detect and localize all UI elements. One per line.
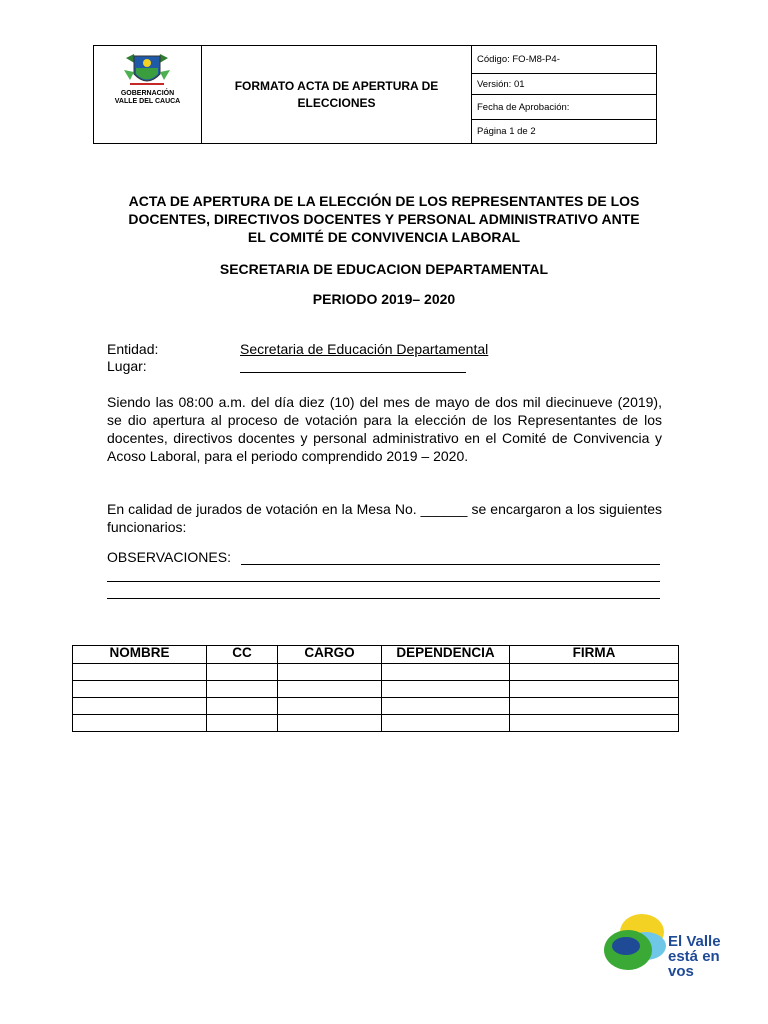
table-cell[interactable] <box>278 681 382 698</box>
observaciones-line-2 <box>107 581 660 582</box>
table-cell[interactable] <box>382 681 510 698</box>
el-valle-logo-icon <box>602 910 670 978</box>
observaciones-label: OBSERVACIONES: <box>107 549 231 565</box>
form-metadata <box>472 46 656 143</box>
table-cell[interactable] <box>510 715 679 732</box>
fecha-field: Fecha de Aprobación: <box>472 95 656 120</box>
table-cell[interactable] <box>278 715 382 732</box>
document-subtitle: SECRETARIA DE EDUCACION DEPARTAMENTAL <box>219 261 549 277</box>
table-cell[interactable] <box>382 698 510 715</box>
logo-caption: GOBERNACIÓN VALLE DEL CAUCA <box>114 90 181 105</box>
lugar-label: Lugar: <box>107 358 147 374</box>
codigo-field: Código: FO-M8-P4- <box>472 46 656 74</box>
table-row <box>73 715 679 732</box>
table-cell[interactable] <box>73 664 207 681</box>
table-cell[interactable] <box>73 698 207 715</box>
col-cargo: CARGO <box>278 646 382 664</box>
table-cell[interactable] <box>382 664 510 681</box>
table-row <box>73 664 679 681</box>
table-cell[interactable] <box>207 715 278 732</box>
col-nombre: NOMBRE <box>73 646 207 664</box>
table-cell[interactable] <box>382 715 510 732</box>
pagina-field: Página 1 de 2 <box>477 126 536 137</box>
col-firma: FIRMA <box>510 646 679 664</box>
table-header-row <box>73 646 679 664</box>
col-cc: CC <box>207 646 278 664</box>
form-title: FORMATO ACTA DE APERTURA DE ELECCIONES <box>202 46 472 143</box>
table-row <box>73 698 679 715</box>
table-row <box>73 681 679 698</box>
crest-icon <box>116 50 178 92</box>
document-title: ACTA DE APERTURA DE LA ELECCIÓN DE LOS REPRESENTANTES DE LOS DOCENTES, DIRECTIVOS DOCENTES Y PERSONAL ADMINISTRATIVO ANTE EL COMITÉ DE CONVIVENCIA LABORAL <box>128 193 640 245</box>
entidad-value: Secretaria de Educación Departamental <box>240 341 489 357</box>
logo-cell <box>94 46 202 143</box>
version-field: Versión: 01 <box>472 74 656 95</box>
table-cell[interactable] <box>510 681 679 698</box>
observaciones-line-3 <box>107 598 660 599</box>
entidad-label: Entidad: <box>107 341 159 357</box>
observaciones-line-1 <box>241 564 660 565</box>
opening-paragraph: Siendo las 08:00 a.m. del día diez (10) del mes de mayo de dos mil diecinueve (2019), se dio apertura al proceso de votación para la elección de los Representantes de los docentes, directivos docentes y personal administrativo en el Comité de Convivencia y Acoso Laboral, para el periodo comprendido 2019 – 2020. <box>107 394 662 464</box>
table-cell[interactable] <box>207 664 278 681</box>
table-cell[interactable] <box>73 715 207 732</box>
table-cell[interactable] <box>510 698 679 715</box>
document-header <box>93 45 657 144</box>
table-cell[interactable] <box>207 698 278 715</box>
table-cell[interactable] <box>278 664 382 681</box>
col-dependencia: DEPENDENCIA <box>382 646 510 664</box>
brand-slogan: El Valle está en vos <box>668 933 721 980</box>
table-cell[interactable] <box>510 664 679 681</box>
table-cell[interactable] <box>278 698 382 715</box>
jurados-table <box>72 645 679 732</box>
jurados-paragraph: En calidad de jurados de votación en la Mesa No. ______ se encargaron a los siguientes funcionarios: <box>107 501 662 535</box>
table-cell[interactable] <box>73 681 207 698</box>
document-period: PERIODO 2019– 2020 <box>312 291 456 307</box>
table-cell[interactable] <box>207 681 278 698</box>
lugar-blank-line <box>240 372 466 373</box>
